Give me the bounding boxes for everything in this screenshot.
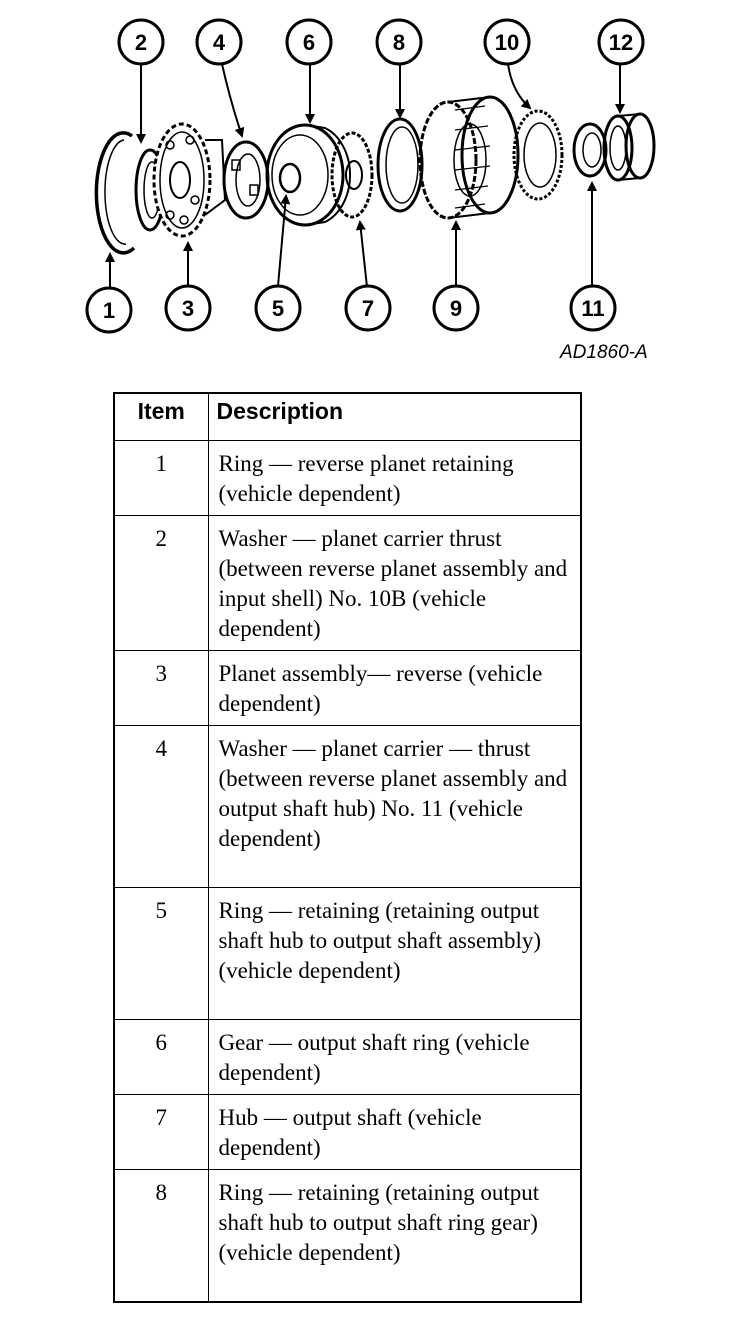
svg-text:4: 4 [212,30,226,55]
item-description: Washer — planet carrier thrust (between reverse planet assembly and input shell) No. 10B (vehicle dependent) [208,516,581,651]
part-12-sleeve [604,114,654,180]
parts-table [113,392,582,1303]
svg-text:2: 2 [134,30,148,55]
callout-8 [377,20,421,64]
item-description: Ring — reverse planet retaining (vehicle dependent) [208,441,581,516]
callout-1 [87,288,131,332]
part-4-thrust-washer [224,142,268,218]
item-description: Planet assembly— reverse (vehicle dependent) [208,651,581,726]
item-number: 4 [114,726,208,888]
item-description: Washer — planet carrier — thrust (between reverse planet assembly and output shaft hub) No. 11 (vehicle dependent) [208,726,581,888]
item-description: Ring — retaining (retaining output shaft hub to output shaft assembly) (vehicle dependent) [208,888,581,1020]
item-number: 3 [114,651,208,726]
table-row [114,651,581,726]
table-row [114,1095,581,1170]
part-11-bushing [574,124,606,176]
table-row [114,726,581,888]
table-row [114,888,581,1020]
callout-4 [197,20,241,64]
item-number: 1 [114,441,208,516]
table-header-row [114,393,581,441]
callout-2 [119,20,163,64]
svg-text:11: 11 [581,296,605,321]
table-row [114,441,581,516]
svg-text:12: 12 [608,30,634,55]
callout-10 [485,20,529,64]
table-row [114,1020,581,1095]
part-7-output-shaft-hub [332,133,372,217]
part-10-bearing [514,111,562,199]
item-number: 2 [114,516,208,651]
item-number: 6 [114,1020,208,1095]
part-3-planet-assembly [154,124,225,236]
header-description: Description [208,393,581,441]
callout-6 [287,20,331,64]
item-description: Hub — output shaft (vehicle dependent) [208,1095,581,1170]
item-number: 8 [114,1170,208,1302]
callout-9 [434,286,478,330]
part-9-drum [420,97,518,218]
svg-text:7: 7 [361,296,375,321]
svg-text:8: 8 [392,30,406,55]
table-row [114,1170,581,1302]
svg-text:3: 3 [181,296,195,321]
callout-11 [571,286,615,330]
item-description: Ring — retaining (retaining output shaft hub to output shaft ring gear) (vehicle dependent) [208,1170,581,1302]
exploded-view-diagram [0,0,736,372]
svg-text:5: 5 [271,296,285,321]
item-number: 5 [114,888,208,1020]
part-8-retaining-ring [378,119,422,211]
table-row [114,516,581,651]
part-5-retaining-ring [280,164,300,192]
item-description: Gear — output shaft ring (vehicle dependent) [208,1020,581,1095]
callout-3 [166,286,210,330]
figure-code: AD1860-A [560,342,648,363]
callout-12 [599,20,643,64]
svg-text:1: 1 [102,298,116,323]
svg-text:10: 10 [494,30,520,55]
svg-text:9: 9 [449,296,463,321]
part-1-retaining-ring [96,133,134,253]
item-number: 7 [114,1095,208,1170]
svg-text:6: 6 [302,30,316,55]
callout-7 [346,286,390,330]
header-item: Item [114,393,208,441]
callout-5 [256,286,300,330]
